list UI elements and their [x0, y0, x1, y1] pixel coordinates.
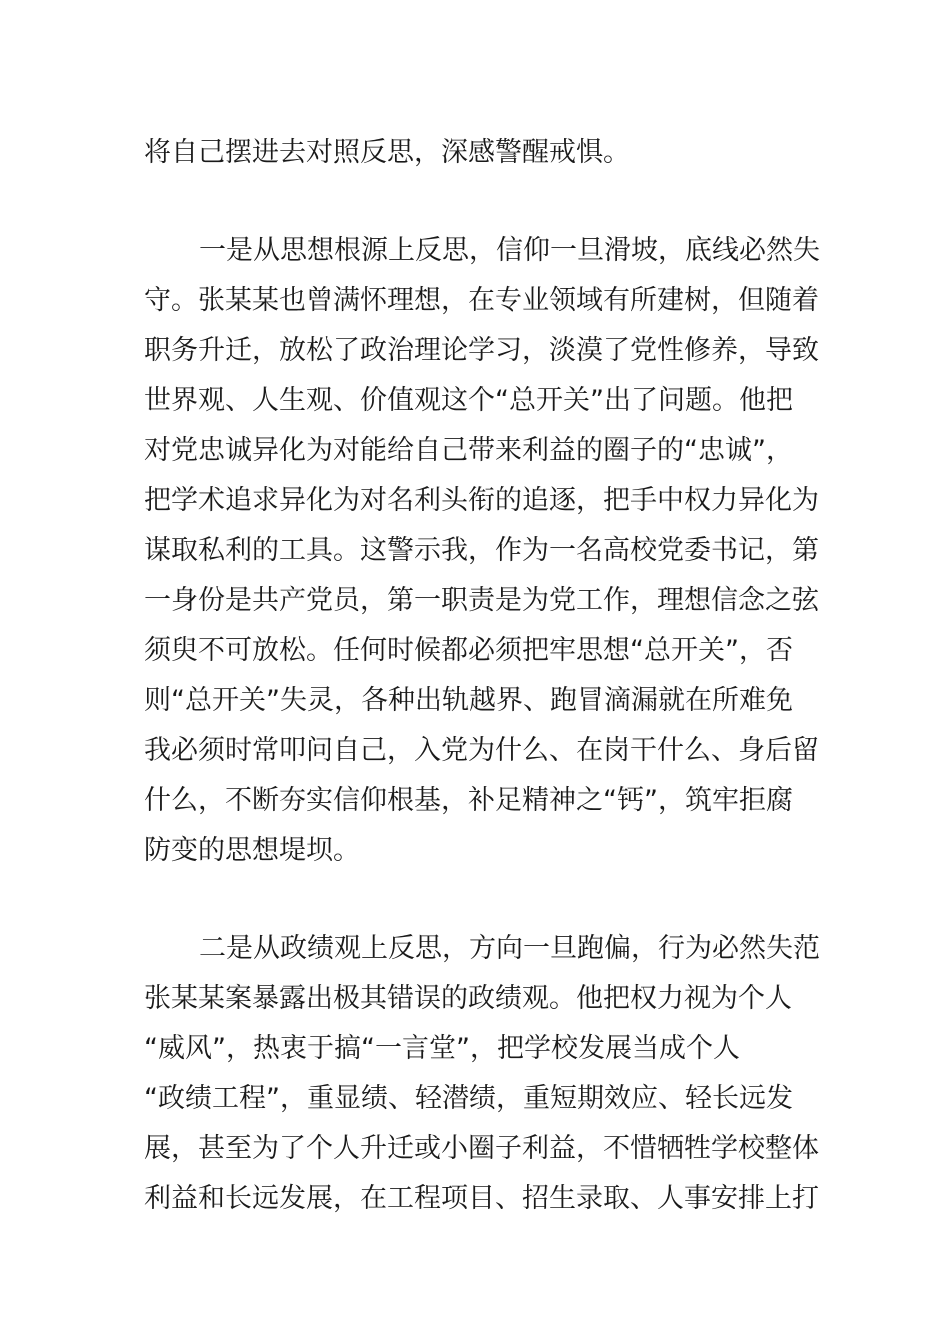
- paragraph-line: 一是从思想根源上反思，信仰一旦滑坡，底线必然失: [199, 235, 820, 266]
- paragraph-line: “威风”，热衷于搞“一言堂”，把学校发展当成个人: [144, 1033, 740, 1064]
- paragraph-line: 展，甚至为了个人升迁或小圈子利益，不惜牺牲学校整体: [144, 1133, 819, 1164]
- paragraph-line: 世界观、人生观、价值观这个“总开关”出了问题。他把: [144, 385, 793, 416]
- paragraph-line: 把学术追求异化为对名利头衔的追逐，把手中权力异化为: [144, 485, 819, 516]
- paragraph-line: 谋取私利的工具。这警示我，作为一名高校党委书记，第: [144, 535, 819, 566]
- paragraph-line: “政绩工程”，重显绩、轻潜绩，重短期效应、轻长远发: [144, 1083, 793, 1114]
- paragraph-line: 将自己摆进去对照反思，深感警醒戒惧。: [144, 137, 630, 168]
- paragraph-line: 一身份是共产党员，第一职责是为党工作，理想信念之弦: [144, 585, 819, 616]
- paragraph-line: 二是从政绩观上反思，方向一旦跑偏，行为必然失范: [199, 933, 820, 964]
- paragraph-line: 什么，不断夯实信仰根基，补足精神之“钙”，筑牢拒腐: [144, 785, 793, 816]
- paragraph-line: 对党忠诚异化为对能给自己带来利益的圈子的“忠诚”，: [144, 435, 793, 466]
- paragraph-line: 守。张某某也曾满怀理想，在专业领域有所建树，但随着: [144, 285, 819, 316]
- paragraph-line: 须臾不可放松。任何时候都必须把牢思想“总开关”，否: [144, 635, 793, 666]
- paragraph-line: 利益和长远发展，在工程项目、招生录取、人事安排上打: [144, 1183, 819, 1214]
- paragraph-line: 则“总开关”失灵，各种出轨越界、跑冒滴漏就在所难免: [144, 685, 793, 716]
- paragraph-line: 职务升迁，放松了政治理论学习，淡漠了党性修养，导致: [144, 335, 819, 366]
- paragraph-line: 防变的思想堤坝。: [144, 835, 360, 866]
- paragraph-line: 张某某案暴露出极其错误的政绩观。他把权力视为个人: [144, 983, 792, 1014]
- paragraph-line: 我必须时常叩问自己，入党为什么、在岗干什么、身后留: [144, 735, 819, 766]
